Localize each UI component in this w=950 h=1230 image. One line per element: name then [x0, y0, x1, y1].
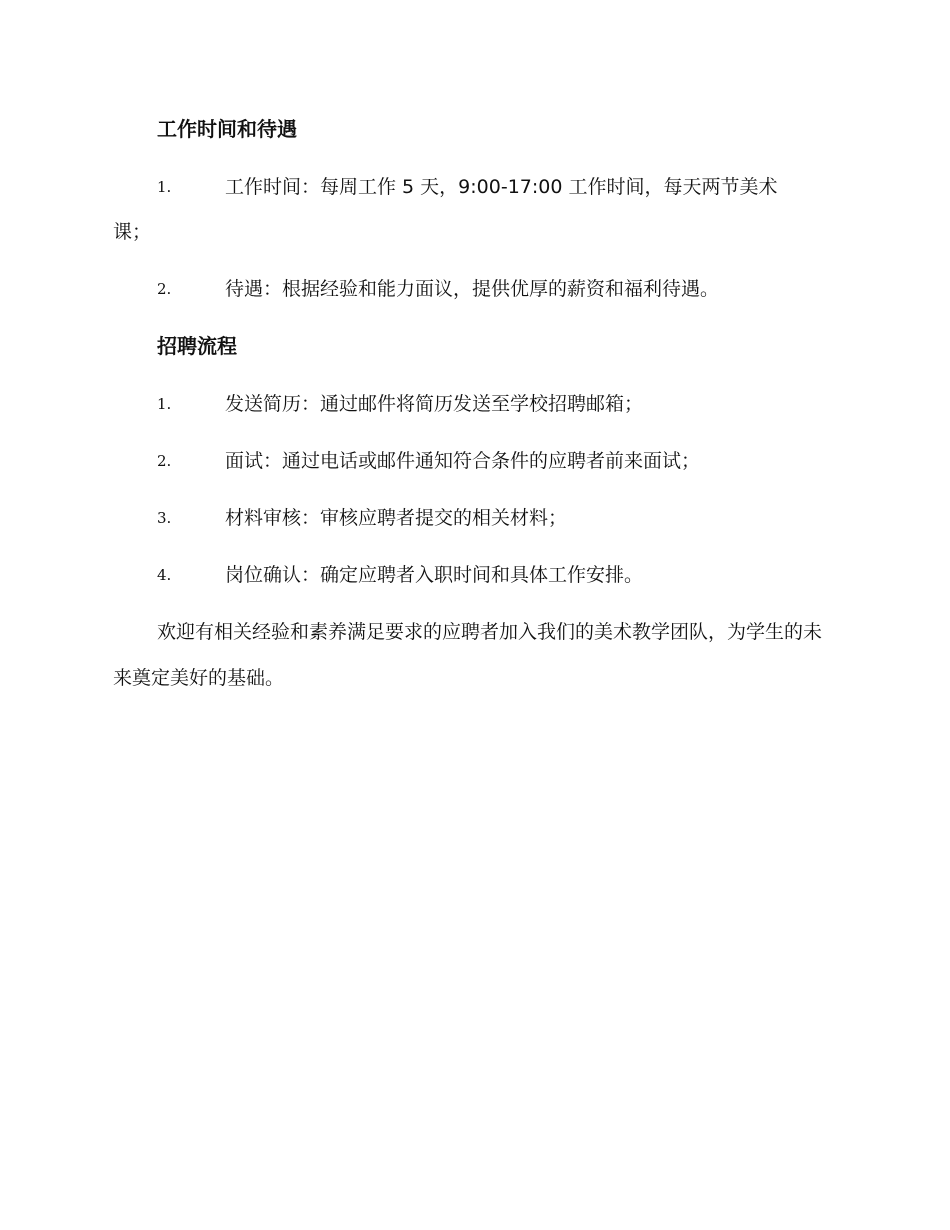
list-item-text: 发送简历：通过邮件将简历发送至学校招聘邮箱；: [225, 393, 644, 415]
list-item: [0, 446, 950, 476]
list-item: [0, 172, 950, 202]
list-item: [0, 274, 950, 304]
section-title-work-hours: 工作时间和待遇: [157, 117, 297, 141]
list-item: [0, 503, 950, 533]
list-number: 1.: [157, 178, 172, 196]
list-number: 1.: [157, 395, 172, 413]
closing-paragraph: 欢迎有相关经验和素养满足要求的应聘者加入我们的美术教学团队，为学生的未来奠定美好的基础。: [113, 621, 823, 689]
list-item-text: 工作时间：每周工作 5 天，9:00-17:00 工作时间，每天两节美术: [225, 176, 778, 198]
list-item-text: 岗位确认：确定应聘者入职时间和具体工作安排。: [225, 564, 644, 586]
list-number: 2.: [157, 452, 172, 470]
list-number: 2.: [157, 280, 172, 298]
list-item: [0, 389, 950, 419]
list-number: 3.: [157, 509, 172, 527]
list-item-continuation: 课；: [113, 221, 152, 243]
list-item: [0, 560, 950, 590]
list-number: 4.: [157, 566, 172, 584]
list-item-text: 材料审核：审核应聘者提交的相关材料；: [225, 507, 568, 529]
list-item-text: 待遇：根据经验和能力面议，提供优厚的薪资和福利待遇。: [225, 278, 720, 300]
list-item-text: 面试：通过电话或邮件通知符合条件的应聘者前来面试；: [225, 450, 701, 472]
section-title-recruitment-process: 招聘流程: [157, 334, 237, 358]
